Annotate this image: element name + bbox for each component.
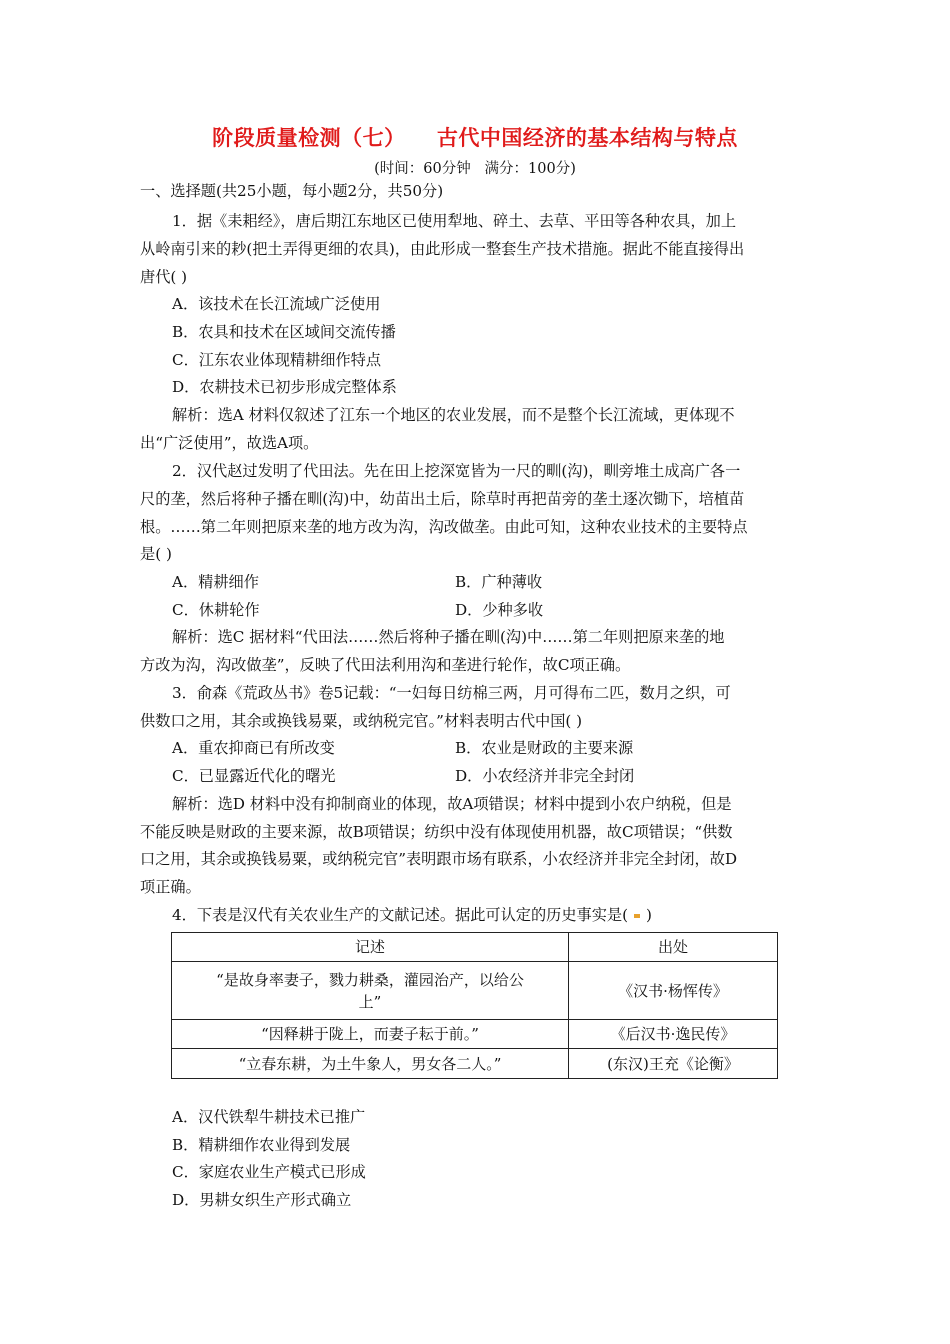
q1-explanation-line1: 解析：选A 材料仅叙述了江东一个地区的农业发展，而不是整个长江流域，更体现不 (172, 406, 735, 424)
record-cell: “因释耕于陇上，而妻子耘于前。” (172, 1020, 569, 1049)
q2-stem-line3: 根。……第二年则把原来垄的地方改为沟，沟改做垄。由此可知，这种农业技术的主要特点 (140, 518, 748, 536)
source-cell: 《汉书·杨恽传》 (569, 962, 778, 1020)
q3-option-c: C．已显露近代化的曙光 (172, 767, 336, 785)
q1-option-a: A．该技术在长江流域广泛使用 (172, 295, 381, 313)
q1-option-b: B．农具和技术在区域间交流传播 (172, 323, 396, 341)
q1-option-d: D．农耕技术已初步形成完整体系 (172, 378, 397, 396)
marker-icon (634, 914, 640, 918)
q4-option-a: A．汉代铁犁牛耕技术已推广 (172, 1108, 366, 1126)
q2-option-a: A．精耕细作 (172, 573, 259, 591)
record-cell (172, 962, 569, 1020)
q1-explanation-line2: 出“广泛使用”，故选A项。 (140, 434, 319, 452)
q2-stem-line4: 是( ) (140, 545, 172, 563)
table-row (172, 962, 778, 1020)
q1-option-c: C．江东农业体现精耕细作特点 (172, 351, 382, 369)
q3-stem-line1: 3．俞森《荒政丛书》卷5记载：“一妇每日纺棉三两，月可得布二匹，数月之织，可 (172, 684, 731, 702)
q4-option-b: B．精耕细作农业得到发展 (172, 1136, 351, 1154)
source-cell: (东汉)王充《论衡》 (569, 1049, 778, 1079)
q3-stem-line2: 供数口之用，其余或换钱易粟，或纳税完官。”材料表明古代中国( ) (140, 712, 583, 730)
exam-info: (时间：60分钟 满分：100分) (374, 161, 576, 177)
q1-stem-line1: 1．据《耒耜经》，唐后期江东地区已使用犁地、碎土、去草、平田等各种农具，加上 (172, 212, 737, 230)
q3-explanation-line4: 项正确。 (140, 878, 201, 896)
q2-option-c: C．休耕轮作 (172, 601, 260, 619)
q3-option-d: D．小农经济并非完全封闭 (455, 767, 635, 785)
q1-stem-line2: 从岭南引来的耖(把土弄得更细的农具)，由此形成一整套生产技术措施。据此不能直接得出 (140, 240, 745, 258)
page-title: 阶段质量检测（七） 古代中国经济的基本结构与特点 (212, 126, 738, 150)
header-record: 记述 (172, 933, 569, 962)
q2-option-b: B．广种薄收 (455, 573, 543, 591)
q4-stem-line1 (172, 905, 652, 925)
record-line: “是故身率妻子，戮力耕桑，灌园治产，以给公 (216, 970, 524, 989)
q2-option-d: D．少种多收 (455, 601, 544, 619)
section-heading: 一、选择题(共25小题，每小题2分，共50分) (140, 182, 444, 200)
q4-option-c: C．家庭农业生产模式已形成 (172, 1163, 366, 1181)
q4-stem-close: ) (646, 906, 652, 924)
q2-explanation-line2: 方改为沟，沟改做垄”，反映了代田法利用沟和垄进行轮作，故C项正确。 (140, 656, 631, 674)
q3-explanation-line3: 口之用，其余或换钱易粟，或纳税完官”表明跟市场有联系，小农经济并非完全封闭，故D (140, 850, 738, 868)
record-cell: “立春东耕，为土牛象人，男女各二人。” (172, 1049, 569, 1079)
table-header-row (172, 933, 778, 962)
record-line: 上” (358, 992, 382, 1011)
q3-option-a: A．重农抑商已有所改变 (172, 739, 335, 757)
q4-stem-text: 4．下表是汉代有关农业生产的文献记述。据此可认定的历史事实是( (172, 906, 629, 924)
header-source: 出处 (569, 933, 778, 962)
q4-option-d: D．男耕女织生产形式确立 (172, 1191, 352, 1209)
table-row (172, 1020, 778, 1049)
records-table (171, 932, 778, 1079)
source-cell: 《后汉书·逸民传》 (569, 1020, 778, 1049)
q3-explanation-line1: 解析：选D 材料中没有抑制商业的体现，故A项错误；材料中提到小农户纳税，但是 (172, 795, 732, 813)
table-row (172, 1049, 778, 1079)
q2-stem-line1: 2．汉代赵过发明了代田法。先在田上挖深宽皆为一尺的甽(沟)，甽旁堆土成高广各一 (172, 462, 741, 480)
q3-option-b: B．农业是财政的主要来源 (455, 739, 634, 757)
q1-stem-line3: 唐代( ) (140, 268, 188, 286)
q2-explanation-line1: 解析：选C 据材料“代田法……然后将种子播在甽(沟)中……第二年则把原来垄的地 (172, 628, 725, 646)
q2-stem-line2: 尺的垄，然后将种子播在甽(沟)中，幼苗出土后，除草时再把苗旁的垄土逐次锄下，培植苗 (140, 490, 745, 508)
q3-explanation-line2: 不能反映是财政的主要来源，故B项错误；纺织中没有体现使用机器，故C项错误；“供数 (140, 823, 733, 841)
